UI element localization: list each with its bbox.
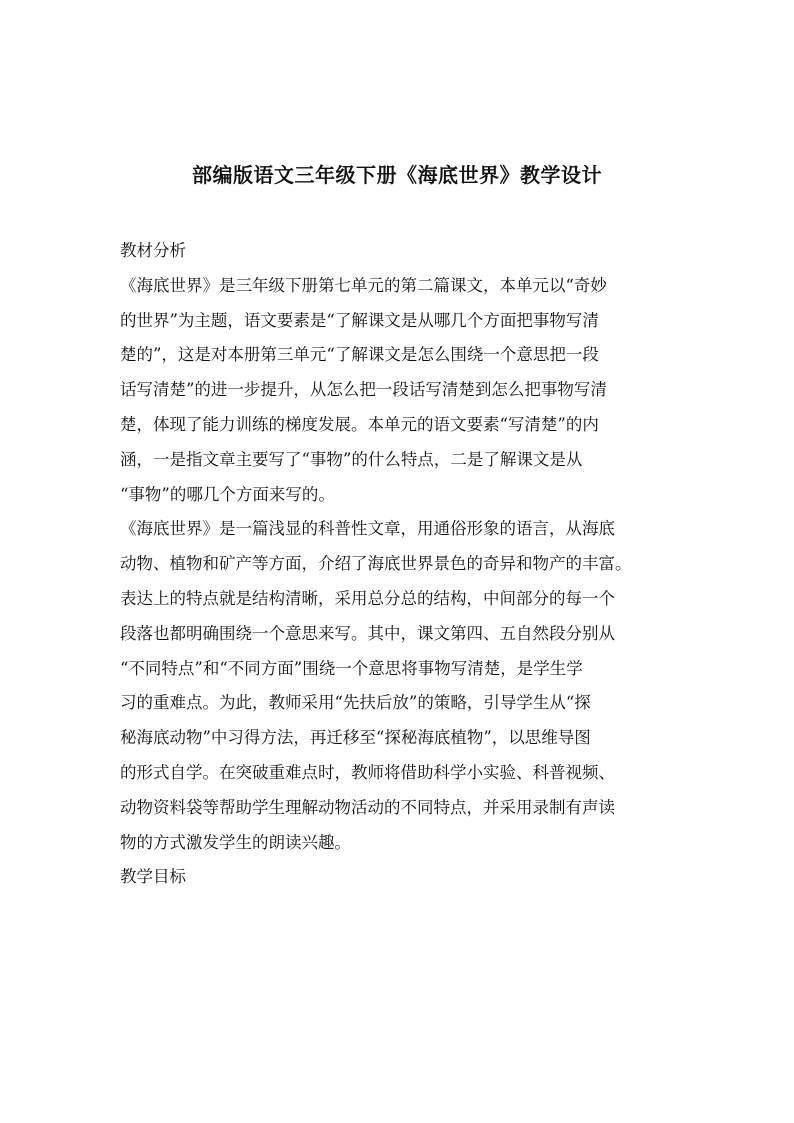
paragraph-line: 楚，体现了能力训练的梯度发展。本单元的语文要素“写清楚”的内 (120, 414, 599, 434)
paragraph-line: 动物、植物和矿产等方面，介绍了海底世界景色的奇异和物产的丰富。 (120, 554, 632, 574)
paragraph-line: 物的方式激发学生的朗读兴趣。 (120, 832, 351, 852)
paragraph-line: 段落也都明确围绕一个意思来写。其中，课文第四、五自然段分别从 (120, 623, 615, 643)
paragraph-line: 楚的”，这是对本册第三单元“了解课文是怎么围绕一个意思把一段 (120, 345, 599, 365)
paragraph-line: 的世界”为主题，语文要素是“了解课文是从哪几个方面把事物写清 (120, 310, 599, 330)
document-title: 部编版语文三年级下册《海底世界》教学设计 (192, 163, 602, 187)
paragraph-line: 表达上的特点就是结构清晰，采用总分总的结构，中间部分的每一个 (120, 588, 615, 608)
section-heading-teaching-material-analysis: 教材分析 (120, 241, 186, 260)
paragraph-line: 秘海底动物”中习得方法，再迁移至“探秘海底植物”，以思维导图 (120, 728, 591, 748)
paragraph-line: 动物资料袋等帮助学生理解动物活动的不同特点，并采用录制有声读 (120, 797, 615, 817)
paragraph-line: “不同特点”和“不同方面”围绕一个意思将事物写清楚，是学生学 (120, 658, 583, 678)
paragraph-line: 涵，一是指文章主要写了“事物”的什么特点，二是了解课文是从 (120, 449, 583, 469)
paragraph-line: 《海底世界》是三年级下册第七单元的第二篇课文，本单元以“奇妙 (120, 275, 607, 295)
paragraph-line: 的形式自学。在突破重难点时，教师将借助科学小实验、科普视频、 (120, 762, 615, 782)
section-heading-teaching-goals: 教学目标 (120, 867, 186, 887)
paragraph-line: 话写清楚”的进一步提升，从怎么把一段话写清楚到怎么把事物写清 (120, 380, 607, 400)
document-body (120, 234, 686, 895)
paragraph-line: 《海底世界》是一篇浅显的科普性文章，用通俗形象的语言，从海底 (120, 519, 615, 539)
paragraph-line: 习的重难点。为此，教师采用“先扶后放”的策略，引导学生从“探 (120, 693, 591, 713)
paragraph-line: “事物”的哪几个方面来写的。 (120, 484, 335, 504)
